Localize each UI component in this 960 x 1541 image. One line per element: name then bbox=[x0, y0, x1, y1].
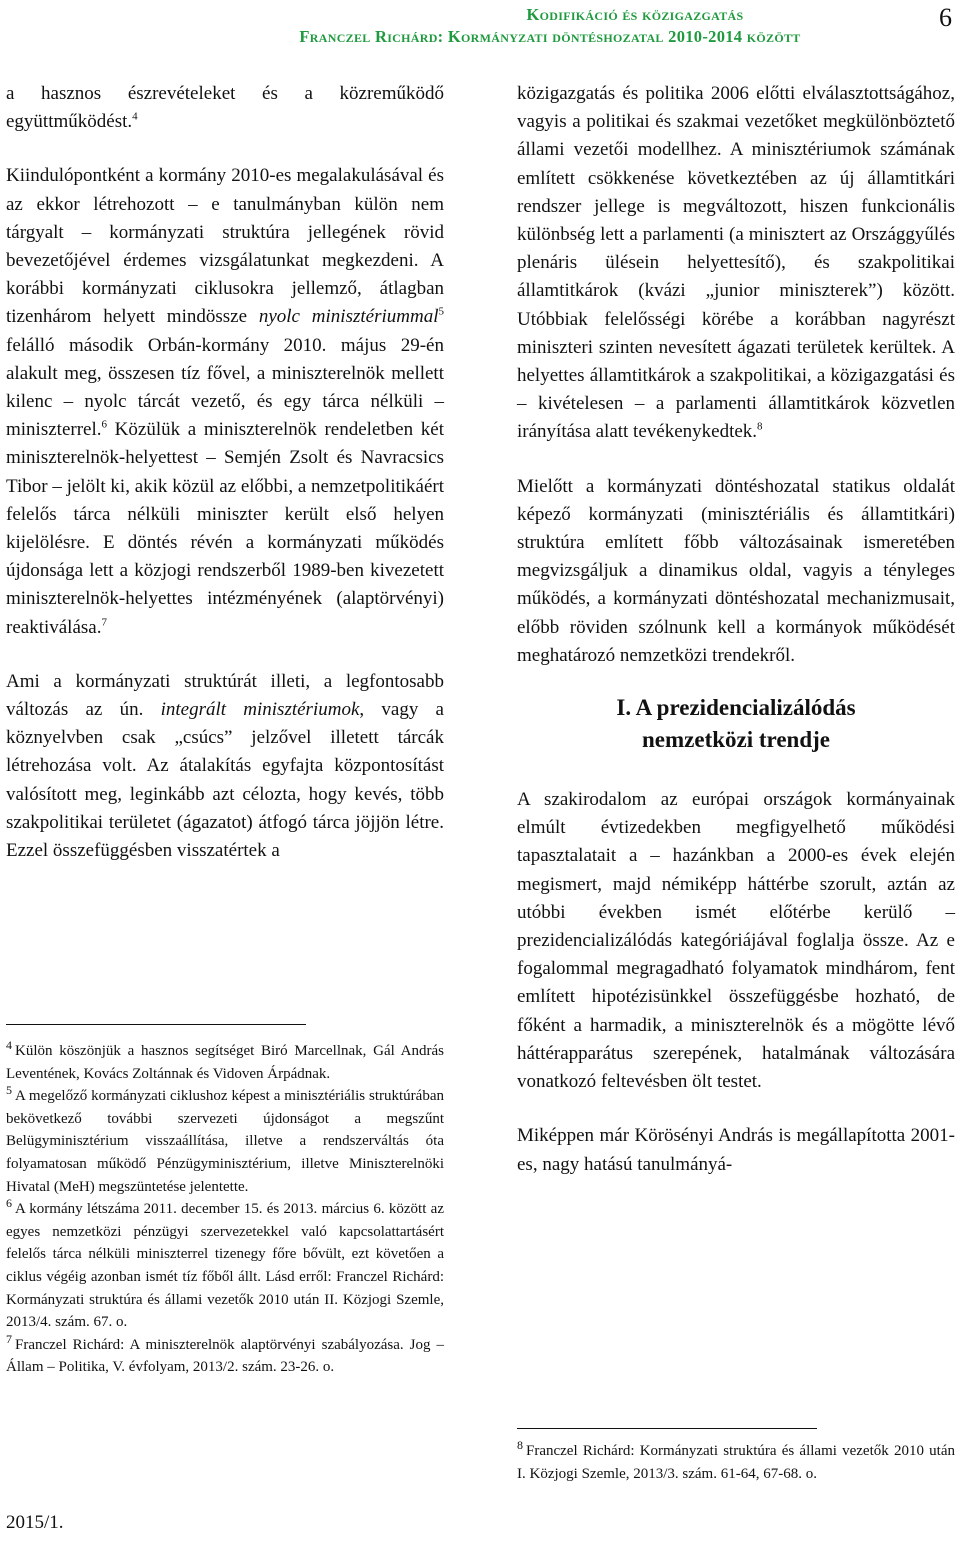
footnotes-left bbox=[6, 1040, 444, 1379]
issue-label: 2015/1. bbox=[6, 1512, 64, 1533]
footnote: $^6$ A kormány létszáma 2011. december 15. és 2013. március 6. között az egyes nemzetközi pénzügyi szervezetekkel való kapcsolattartásért felelős tárca nélküli miniszterrel tizenegy főre bővült, ezt követően a ciklus végéig azonban ismét tíz főből állt. Lásd erről: Franczel Richárd: Kormányzati struktúra és állami vezetők 2010 után II. Közjogi Szemle, 2013/4. szám. 67. o. bbox=[6, 1196, 444, 1331]
footnote-mark[interactable]: 4 bbox=[132, 110, 138, 123]
paragraph: Mielőtt a kormányzati döntéshozatal statikus oldalát képező kormányzati (minisztériális és államtitkári) struktúra említett főbb változásainak ismeretében megvizsgáljuk a dinamikus oldal, vagyis a tényleges működés, a kormányzati döntéshozatal mechanizmusait, előbb röviden szólnunk kell a kormányok működését meghatározó nemzetközi trendekről. bbox=[517, 475, 955, 666]
footnote-divider bbox=[6, 1024, 306, 1025]
page-number: 6 bbox=[939, 3, 952, 32]
footnote-divider bbox=[517, 1428, 817, 1429]
article-title: Franczel Richárd: Kormányzati döntéshozatal 2010-2014 között bbox=[299, 27, 801, 46]
paragraph: Kiindulópontként a kormány 2010-es megalakulásával és az ekkor létrehozott – e tanulmányban külön nem tárgyalt – kormányzati struktúra jellegének rövid bevezetőjével érdemes vizsgálatunkat megkezdeni. A korábbi kormányzati ciklusokra jellemző, átlagban tizenhárom helyett mindössze nyolc minisztériummal$^5$ felálló második Orbán-kormány 2010. május 29-én alakult meg, összesen tíz fővel, a miniszterelnök mellett kilenc – nyolc tárcát vezető, és egy tárca nélküli – miniszterrel.$^6$ Közülük a miniszterelnök rendeletben két miniszterelnök-helyettest – Semjén Zsolt és Navracsics Tibor – jelölt ki, akik közül az előbbi, a nemzetpolitikáért felelős tárca nélküli miniszter került első helyen kijelölésre. E döntés révén a kormányzati működés újdonsága lett a közjogi rendszerből 1989-ben kivezetett miniszterelnök-helyettes intézményének (alaptörvényi) reaktiválása.$^7$ bbox=[6, 165, 444, 638]
left-column bbox=[6, 80, 444, 865]
paragraph: Miképpen már Körösényi András is megállapította 2001-es, nagy hatású tanulmányá- bbox=[517, 1125, 955, 1175]
section-heading: I. A prezidencializálódás nemzetközi trendje bbox=[616, 695, 856, 753]
footnote: $^7$ Franczel Richárd: A miniszterelnök alaptörvényi szabályozása. Jog – Állam – Politika, V. évfolyam, 2013/2. szám. 23-26. o. bbox=[6, 1331, 444, 1376]
footnote-mark[interactable]: 6 bbox=[101, 418, 107, 431]
paragraph: közigazgatás és politika 2006 előtti elválasztottságához, vagyis a politikai és szakmai vezetőket megkülönböztető állami vezetői modellhez. A minisztériumok számának említett csökkenése következtében az új államtitkári rendszer jellege is megváltozott, hiszen funkcionális különbség lett a parlamenti (a minisztert az Országgyűlés plenáris ülésein helyettesítő), és szakpolitikai államtitkárok (kvázi „junior miniszterek”) között. Utóbbiak felelősségi körébe a korábban nagyrészt miniszteri szinten nevesített ágazati területek kerültek. A helyettes államtitkárok a szakpolitikai, a közigazgatási és – kivételesen – a parlamenti államtitkárok közvetlen irányítása alatt tevékenykedtek.$^8$ bbox=[517, 83, 955, 443]
right-column bbox=[517, 80, 955, 1179]
footnote: $^4$ Külön köszönjük a hasznos segítséget Biró Marcellnak, Gál András Leventének, Kovács Zoltánnak és Vidoven Árpádnak. bbox=[6, 1038, 444, 1082]
footnotes-right bbox=[517, 1440, 955, 1485]
footnote-mark[interactable]: 7 bbox=[101, 616, 107, 629]
paragraph: A szakirodalom az európai országok kormányainak elmúlt évtizedekben megfigyelhető működési tapasztalatait a – hazánkban a 2000-es évek elején megismert, majd némiképp háttérbe szorult, aztán az utóbbi években ismét előtérbe kerülő – prezidencializálódás kategóriájával foglalja össze. Az e fogalommal megragadható folyamatok mindhárom, fent említett hipotézisünkkel összefüggésbe hozható, de főként a harmadik, a miniszterelnök és a mögötte lévő háttérapparátus szerepének, hatalmának változására vonatkozó feltevésben ölt testet. bbox=[517, 789, 955, 1093]
paragraph: Ami a kormányzati struktúrát illeti, a legfontosabb változás az ún. integrált minisztériumok, vagy a köznyelvben csak „csúcs” jelzővel illetett tárcák létrehozása volt. Az átalakítás egyfajta központosítást valósított meg, leginkább azt célozta, hogy kevés, több szakpolitikai területet (ágazatot) átfogó tárca jöjjön létre. Ezzel összefüggésben visszatértek a bbox=[6, 670, 444, 862]
footnote: $^8$ Franczel Richárd: Kormányzati struktúra és állami vezetők 2010 után I. Közjogi Szemle, 2013/3. szám. 61-64, 67-68. o. bbox=[517, 1438, 955, 1482]
footnote-mark[interactable]: 8 bbox=[757, 421, 763, 434]
journal-title: Kodifikáció és közigazgatás bbox=[526, 5, 744, 24]
footnote: $^5$ A megelőző kormányzati ciklushoz képest a minisztériális struktúrában bekövetkező további szervezeti újdonságot a megszűnt Belügyminisztérium visszaállítása, illetve a rendszerváltás óta folyamatosan működő Pénzügyminisztérium, illetve Miniszterelnöki Hivatal (MeH) megszüntetése jelentette. bbox=[6, 1083, 444, 1195]
footnote-mark[interactable]: 5 bbox=[438, 306, 444, 319]
paragraph: a hasznos észrevételeket és a közreműködő együttműködést.$^4$ bbox=[6, 83, 444, 133]
running-header bbox=[0, 5, 960, 55]
